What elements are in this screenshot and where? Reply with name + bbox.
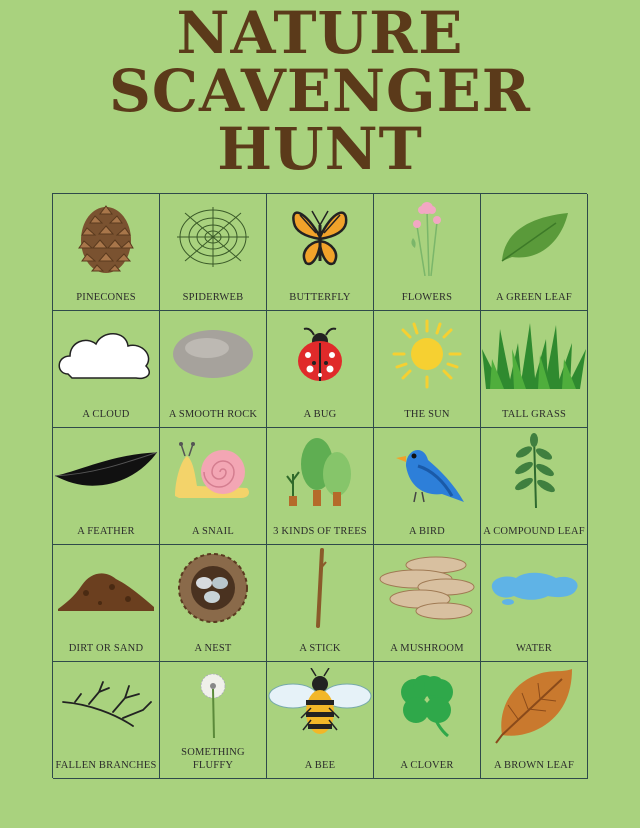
mushroom-icon <box>376 555 478 621</box>
title-line-1: NATURE <box>176 0 464 67</box>
grid-cell-mushroom <box>374 545 481 662</box>
grass-icon <box>482 319 586 389</box>
feather-icon <box>53 446 159 496</box>
item-label: SOMETHING FLUFFY <box>181 747 245 771</box>
grid-cell-green-leaf <box>481 194 588 311</box>
grid-cell-compound-leaf <box>481 428 588 545</box>
grid-cell-trees <box>267 428 374 545</box>
snail-icon <box>171 440 255 502</box>
item-label: PINECONES <box>76 292 136 303</box>
item-label: A CLOVER <box>400 760 454 771</box>
page-title <box>0 0 640 183</box>
nest-icon <box>176 551 250 625</box>
trees-icon <box>283 434 357 508</box>
grid-cell-stick <box>267 545 374 662</box>
item-label: FALLEN BRANCHES <box>55 760 157 771</box>
item-label: WATER <box>516 643 552 654</box>
butterfly-icon <box>286 201 354 273</box>
branches-icon <box>59 680 153 730</box>
dirt-icon <box>56 563 156 613</box>
item-label: THE SUN <box>404 409 450 420</box>
bird-icon <box>388 436 466 506</box>
item-label: DIRT OR SAND <box>68 643 144 654</box>
item-label: A BROWN LEAF <box>494 760 574 771</box>
pinecone-icon <box>71 198 141 276</box>
item-label: A BIRD <box>409 526 445 537</box>
grid-cell-clover <box>374 662 481 779</box>
spiderweb-icon <box>175 205 251 269</box>
item-label: A GREEN LEAF <box>496 292 572 303</box>
scavenger-grid <box>52 193 587 778</box>
green-leaf-icon <box>498 209 570 265</box>
grid-cell-fluffy <box>160 662 267 779</box>
grid-cell-butterfly <box>267 194 374 311</box>
title-line-3: HUNT <box>217 115 423 183</box>
item-label: A SMOOTH ROCK <box>168 409 258 420</box>
grid-cell-tall-grass <box>481 311 588 428</box>
compound-leaf-icon <box>512 432 556 510</box>
item-label: SPIDERWEB <box>182 292 244 303</box>
flowers-icon <box>407 198 447 276</box>
clover-icon <box>394 672 460 738</box>
title-line-2: SCAVENGER <box>109 57 531 125</box>
grid-cell-water <box>481 545 588 662</box>
item-label: A STICK <box>299 643 341 654</box>
item-label: A BUG <box>303 409 337 420</box>
grid-cell-cloud <box>53 311 160 428</box>
dandelion-icon <box>193 672 233 738</box>
grid-cell-bee <box>267 662 374 779</box>
item-label: A COMPOUND LEAF <box>483 526 585 537</box>
grid-cell-brown-leaf <box>481 662 588 779</box>
stick-icon <box>310 548 330 628</box>
item-label: A BEE <box>304 760 336 771</box>
grid-cell-feather <box>53 428 160 545</box>
item-label: A MUSHROOM <box>390 643 464 654</box>
sun-icon <box>390 317 464 391</box>
grid-cell-bird <box>374 428 481 545</box>
item-label: A FEATHER <box>77 526 135 537</box>
item-label: A NEST <box>194 643 232 654</box>
item-label: BUTTERFLY <box>289 292 351 303</box>
brown-leaf-icon <box>492 665 576 745</box>
grid-cell-snail <box>160 428 267 545</box>
item-label: 3 KINDS OF TREES <box>273 526 367 537</box>
bee-icon <box>267 668 373 742</box>
cloud-icon <box>56 326 156 382</box>
water-icon <box>486 568 582 608</box>
grid-cell-sun <box>374 311 481 428</box>
grid-cell-flowers <box>374 194 481 311</box>
grid-cell-pinecones <box>53 194 160 311</box>
grid-cell-smooth-rock <box>160 311 267 428</box>
grid-cell-dirt <box>53 545 160 662</box>
item-label: FLOWERS <box>401 292 453 303</box>
grid-cell-nest <box>160 545 267 662</box>
item-label: TALL GRASS <box>501 409 567 420</box>
ladybug-icon <box>294 323 346 385</box>
item-label: A SNAIL <box>192 526 234 537</box>
grid-cell-spiderweb <box>160 194 267 311</box>
item-label: A CLOUD <box>82 409 130 420</box>
grid-cell-fallen-branches <box>53 662 160 779</box>
rock-icon <box>171 326 255 382</box>
grid-cell-bug <box>267 311 374 428</box>
